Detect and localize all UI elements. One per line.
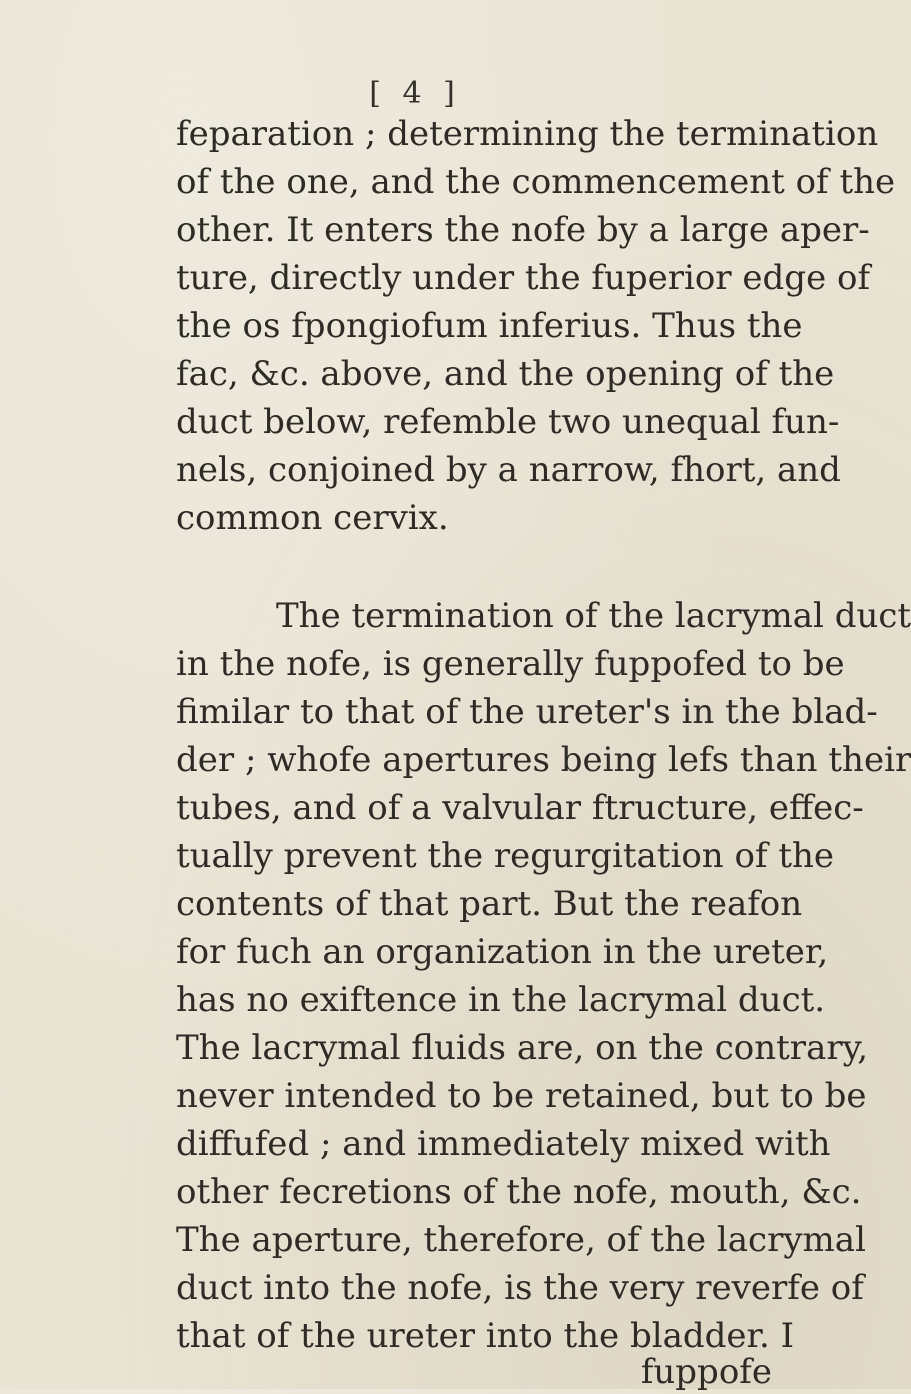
page-number: [ 4 ]: [369, 76, 461, 111]
text-line: The lacrymal fluids are, on the contrary,: [176, 1028, 869, 1068]
text-line: fimilar to that of the ureter's in the blad-: [176, 692, 878, 732]
text-line: that of the ureter into the bladder. I: [176, 1316, 795, 1356]
text-line: nels, conjoined by a narrow, fhort, and: [176, 450, 841, 490]
text-line: diffufed ; and immediately mixed with: [176, 1124, 831, 1164]
catchword: fuppofe: [640, 1352, 772, 1392]
text-line: other. It enters the nofe by a large aper-: [176, 210, 870, 250]
text-line: has no exiftence in the lacrymal duct.: [176, 980, 826, 1020]
text-line: of the one, and the commencement of the: [176, 162, 896, 202]
text-line: for fuch an organization in the ureter,: [176, 932, 829, 972]
text-line: duct below, refemble two unequal fun-: [176, 402, 840, 442]
text-line: The aperture, therefore, of the lacrymal: [176, 1220, 866, 1260]
text-line: feparation ; determining the termination: [176, 114, 879, 154]
text-line: duct into the nofe, is the very reverfe of: [176, 1268, 864, 1308]
text-line: ture, directly under the fuperior edge of: [176, 258, 871, 298]
text-line: fac, &c. above, and the opening of the: [176, 354, 835, 394]
text-line: never intended to be retained, but to be: [176, 1076, 867, 1116]
text-line: tually prevent the regurgitation of the: [176, 836, 835, 876]
text-line: contents of that part. But the reafon: [176, 884, 803, 924]
text-line: tubes, and of a valvular ftructure, effec-: [176, 788, 864, 828]
text-line: common cervix.: [176, 498, 449, 538]
text-line: the os fpongiofum inferius. Thus the: [176, 306, 803, 346]
text-line: in the nofe, is generally fuppofed to be: [176, 644, 845, 684]
text-line: other fecretions of the nofe, mouth, &c.: [176, 1172, 862, 1212]
text-line: The termination of the lacrymal duct: [276, 596, 911, 636]
text-line: der ; whofe apertures being lefs than their: [176, 740, 911, 780]
